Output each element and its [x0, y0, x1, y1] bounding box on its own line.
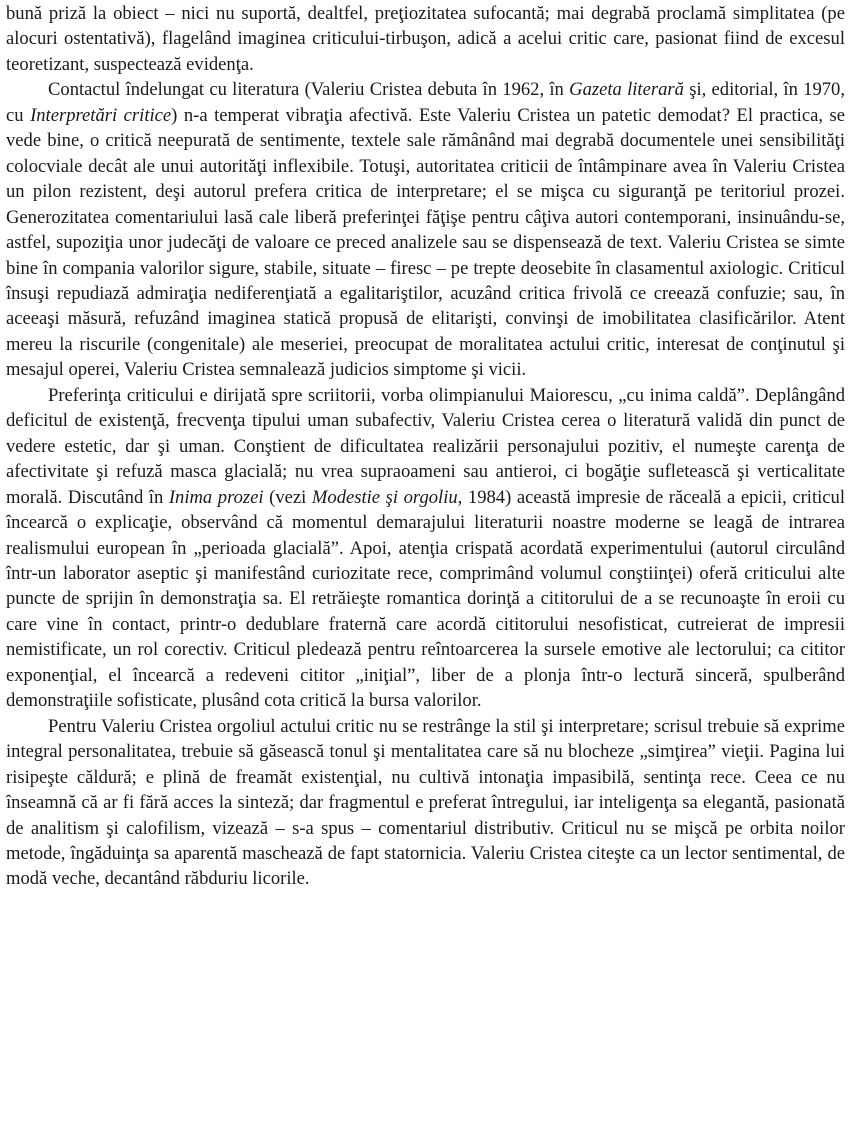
paragraph-contact-with-literature [6, 77, 845, 382]
italic-title-modestie-si-orgoliu: Modestie şi orgoliu [311, 486, 458, 508]
paragraph-text: (vezi [263, 486, 312, 508]
paragraph-text: Pentru Valeriu Cristea orgoliul actului critic nu se restrânge la stil şi interpretare; scrisul trebuie să exprime integral personalitatea, trebuie să găsească tonul şi mentalitatea care să nu blocheze „simţirea” vieţii. Pagina lui risipeşte căldură; e plină de freamăt existenţial, nu cultivă intonaţia impasibilă, sentinţa rece. Ceea ce nu înseamnă că ar fi fără acces la sinteză; dar fragmentul e preferat întregului, iar inteligenţa sa elegantă, pasionată de analitism şi calofilism, vizează – s-a spus – comentariul distributiv. Criticul nu se mişcă pe orbita noilor metode, îngăduinţa sa aparentă maschează de fapt statornicia. Valeriu Cristea citeşte ca un lector sentimental, de modă veche, decantând răbduriu licorile. [6, 715, 845, 890]
paragraph-text: Contactul îndelungat cu literatura (Valeriu Cristea debuta în 1962, în [48, 79, 570, 101]
italic-title-gazeta-literara: Gazeta literară [569, 79, 684, 101]
paragraph-text: ) n-a temperat vibraţia afectivă. Este Valeriu Cristea un patetic demodat? El practica, se vede bine, o critică neepurată de sentimente, textele sale rămânând mai degrabă documentele unei sensibilităţi colocviale decât ale unui autorităţi inflexibile. Totuşi, autoritatea criticii de întâmpinare avea în Valeriu Cristea un pilon rezistent, deşi autorul prefera critica de interpretare; el se mişca cu siguranţă pe teritoriul prozei. Generozitatea comentariului lasă cale liberă preferinţei făţişe pentru câţiva autori contemporani, insinuându-se, astfel, supoziţia unor judecăţi de valoare ce preced analizele sau se dispensează de text. Valeriu Cristea se simte bine în compania valorilor sigure, stabile, situate – firesc – pe trepte deosebite în clasamentul axiologic. Criticul însuşi repudiază admiraţia nediferenţiată a egalitariştilor, acuzând critica frivolă ce creează confuzie; sau, în aceeaşi măsură, refuzând imaginea statică propusă de elitarişti, convinşi de imobilitatea clasificărilor. Atent mereu la riscurile (congenitale) ale meseriei, preocupat de moralitatea actului critic, interesat de conţinutul şi mesajul operei, Valeriu Cristea semnalează judicios simptome şi vicii. [6, 104, 845, 381]
paragraph-text: , 1984) această impresie de răceală a epicii, criticul încearcă o explicaţie, observând că momentul demarajului literaturii noastre moderne se leagă de intrarea realismului european în „perioada glacială”. Apoi, atenţia crispată acordată experimentului (autorul circulând într-un laborator aseptic şi manifestând curiozitate rece, comprimând volumul conştiinţei) oferă criticului alte puncte de sprijin în demonstraţia sa. El retrăieşte romantica dorinţă a cititorului de a se recunoaşte în eroii cu care vine în contact, printr-o dedublare fraternă care acordă cititorului nesofisticat, cutreierat de impresii nemistificate, un rol corectiv. Criticul pledează pentru reîntoarcerea la sursele emotive ale lectorului; ca cititor exponenţial, el încearcă a redeveni cititor „iniţial”, liber de a plonja într-o lectură sinceră, spulberând demonstraţiile sofisticate, plusând cota critică la bursa valorilor. [6, 486, 845, 712]
paragraph-text: Preferinţa criticului e dirijată spre scriitorii, vorba olimpianului Maiorescu, „cu inima caldă”. Deplângând deficitul de existenţă, frecvenţa tipului uman subafectiv, Valeriu Cristea cerea o literatură validă din punct de vedere estetic, dar şi uman. Conştient de dificultatea realizării personajului pozitiv, el numeşte carenţa de afectivitate şi refuză masca glacială; nu vrea supraoameni sau antieroi, ci bogăţie sufletească şi verticalitate morală. Discutând în [6, 384, 845, 508]
paragraph-critic-preference [6, 383, 845, 714]
paragraph-intro-continuation [6, 1, 845, 77]
paragraph-text: şi, editorial, în 1970, cu [6, 79, 846, 126]
italic-title-inima-prozei: Inima prozei [168, 486, 264, 508]
italic-title-interpretari-critice: Interpretări critice [30, 104, 172, 126]
paragraph-critical-pride [6, 714, 845, 892]
paragraph-text: bună priză la obiect – nici nu suportă, dealtfel, preţiozitatea sufocantă; mai degrabă proclamă simplitatea (pe alocuri ostentativă), flagelând imaginea criticului-tirbuşon, adică a acelui critic care, pasionat fiind de excesul teoretizant, suspectează evidenţa. [6, 3, 845, 75]
